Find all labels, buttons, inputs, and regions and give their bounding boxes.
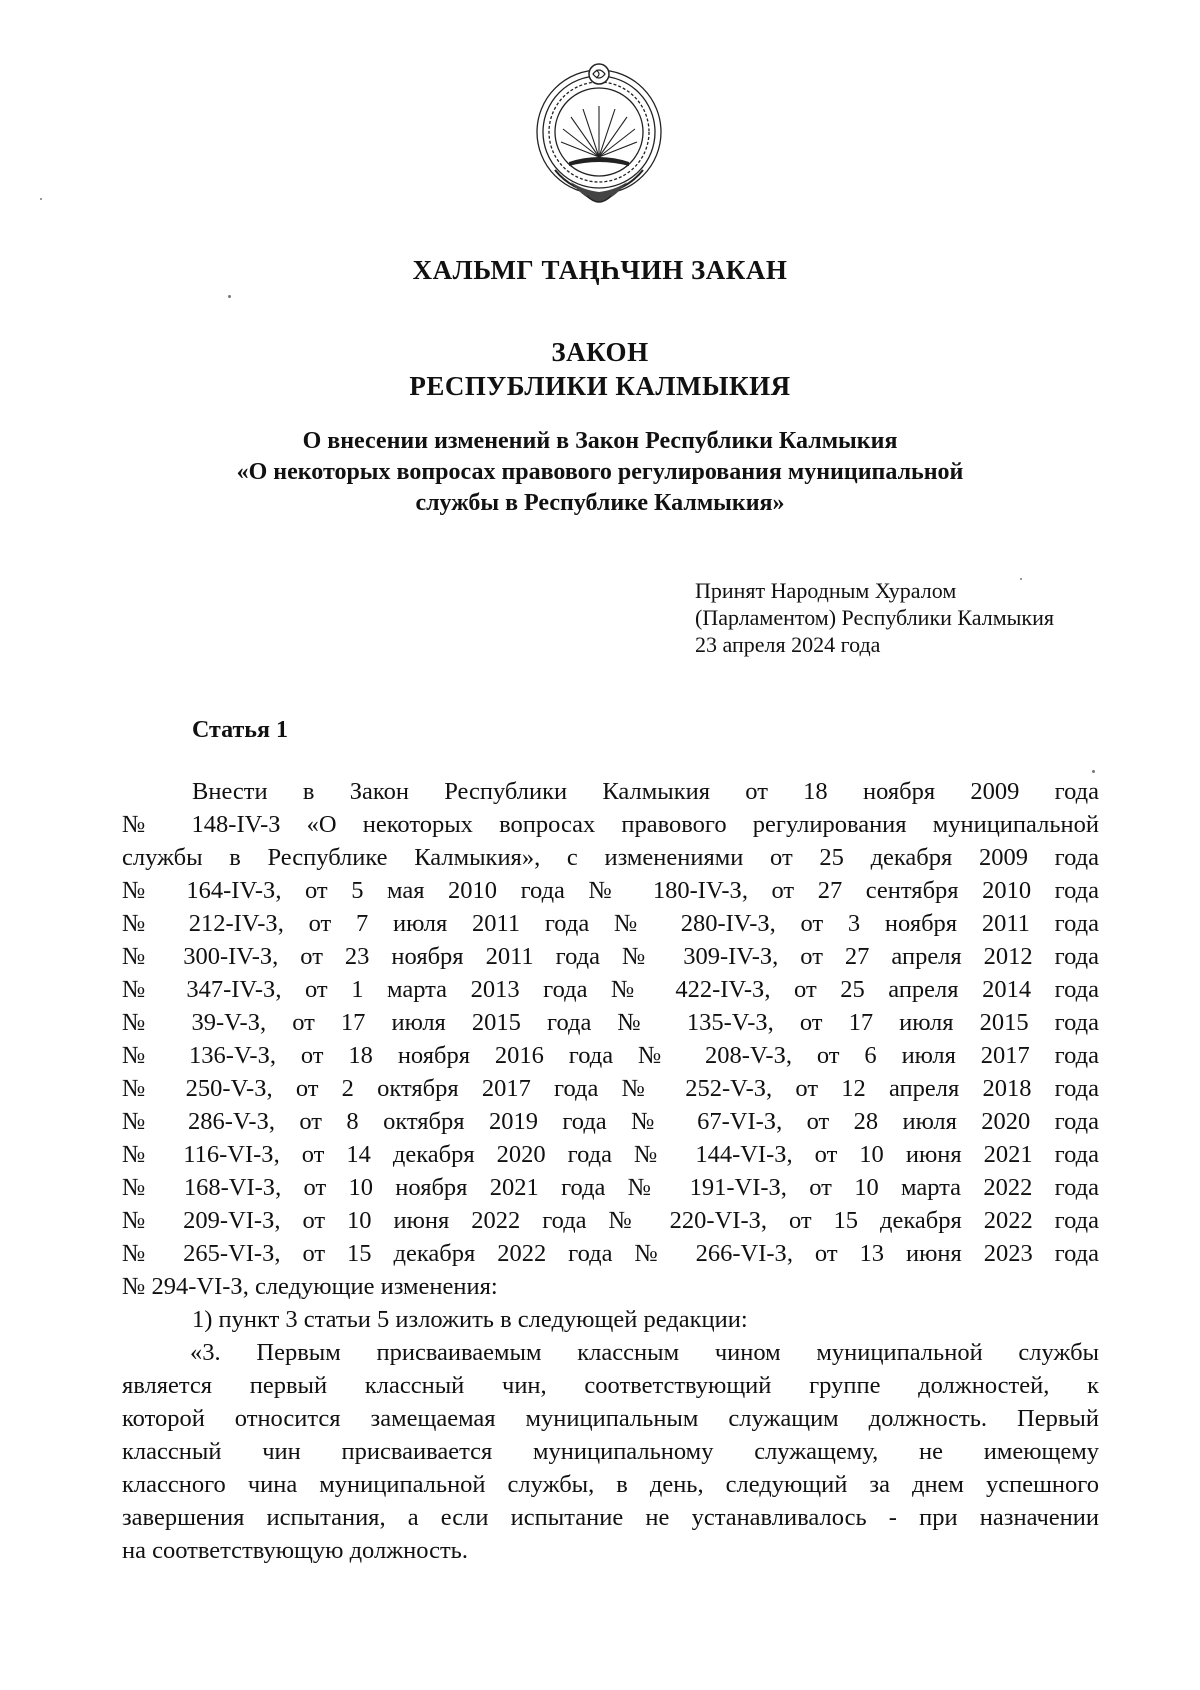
body-line: № 116-VI-З, от 14 декабря 2020 года № 144-VI-З, от 10 июня 2021 года xyxy=(122,1141,1099,1168)
adoption-note xyxy=(695,577,1115,658)
body-line: № 168-VI-З, от 10 ноября 2021 года № 191-VI-З, от 10 марта 2022 года xyxy=(122,1174,1099,1201)
title-kalmyk: ХАЛЬМГ ТАҢҺЧИН ЗАКАН xyxy=(412,255,788,285)
body-line: службы в Республике Калмыкия», с изменениями от 25 декабря 2009 года xyxy=(122,844,1099,871)
body-line: № 347-IV-З, от 1 марта 2013 года № 422-IV-З, от 25 апреля 2014 года xyxy=(122,976,1099,1003)
law-subject xyxy=(0,426,1200,519)
body-line: № 294-VI-З, следующие изменения: xyxy=(122,1273,498,1300)
body-line: № 286-V-З, от 8 октября 2019 года № 67-VI-З, от 28 июля 2020 года xyxy=(122,1108,1099,1135)
body-line: № 209-VI-З, от 10 июня 2022 года № 220-VI-З, от 15 декабря 2022 года xyxy=(122,1207,1099,1234)
quote-line: завершения испытания, а если испытание не устанавливалось - при назначении xyxy=(122,1504,1099,1531)
subject-line: О внесении изменений в Закон Республики Калмыкия xyxy=(302,428,898,454)
quote-line: является первый классный чин, соответствующий группе должностей, к xyxy=(122,1372,1099,1399)
quote-line: классный чин присваивается муниципальному служащему, не имеющему xyxy=(122,1438,1099,1465)
scan-speck xyxy=(1092,770,1095,773)
scan-speck xyxy=(40,198,42,200)
item-1: 1) пункт 3 статьи 5 изложить в следующей редакции: xyxy=(192,1306,748,1333)
body-line: Внести в Закон Республики Калмыкия от 18 ноября 2009 года xyxy=(192,778,1099,805)
body-line: № 148-IV-З «О некоторых вопросах правового регулирования муниципальной xyxy=(122,811,1099,838)
scan-speck xyxy=(1020,578,1022,580)
quote-line: на соответствующую должность. xyxy=(122,1537,468,1564)
scan-speck xyxy=(228,295,231,298)
subject-line: «О некоторых вопросах правового регулирования муниципальной xyxy=(236,459,964,485)
body-line: № 250-V-З, от 2 октября 2017 года № 252-V-З, от 12 апреля 2018 года xyxy=(122,1075,1099,1102)
body-line: № 265-VI-З, от 15 декабря 2022 года № 266-VI-З, от 13 июня 2023 года xyxy=(122,1240,1099,1267)
body-line: № 39-V-З, от 17 июля 2015 года № 135-V-З, от 17 июля 2015 года xyxy=(122,1009,1099,1036)
quote-line: «3. Первым присваиваемым классным чином муниципальной службы xyxy=(190,1339,1099,1366)
title-law-line-2: РЕСПУБЛИКИ КАЛМЫКИЯ xyxy=(409,371,791,401)
title-law xyxy=(0,335,1200,403)
title-law-line-1: ЗАКОН xyxy=(551,337,649,367)
adoption-line: Принят Народным Хуралом xyxy=(695,578,957,603)
subject-line: службы в Республике Калмыкия» xyxy=(415,490,785,516)
article-heading: Статья 1 xyxy=(192,717,288,743)
adoption-line: (Парламентом) Республики Калмыкия xyxy=(695,605,1055,630)
body-line: № 164-IV-З, от 5 мая 2010 года № 180-IV-З, от 27 сентября 2010 года xyxy=(122,877,1099,904)
body-line: № 212-IV-З, от 7 июля 2011 года № 280-IV-З, от 3 ноября 2011 года xyxy=(122,910,1099,937)
adoption-line: 23 апреля 2024 года xyxy=(695,632,881,657)
body-line: № 136-V-З, от 18 ноября 2016 года № 208-V-З, от 6 июля 2017 года xyxy=(122,1042,1099,1069)
article-body xyxy=(122,775,1099,1567)
body-line: № 300-IV-З, от 23 ноября 2011 года № 309-IV-З, от 27 апреля 2012 года xyxy=(122,943,1099,970)
quote-line: классного чина муниципальной службы, в день, следующий за днем успешного xyxy=(122,1471,1099,1498)
emblem-kalmykia xyxy=(531,62,667,210)
quote-line: которой относится замещаемая муниципальным служащим должность. Первый xyxy=(122,1405,1099,1432)
